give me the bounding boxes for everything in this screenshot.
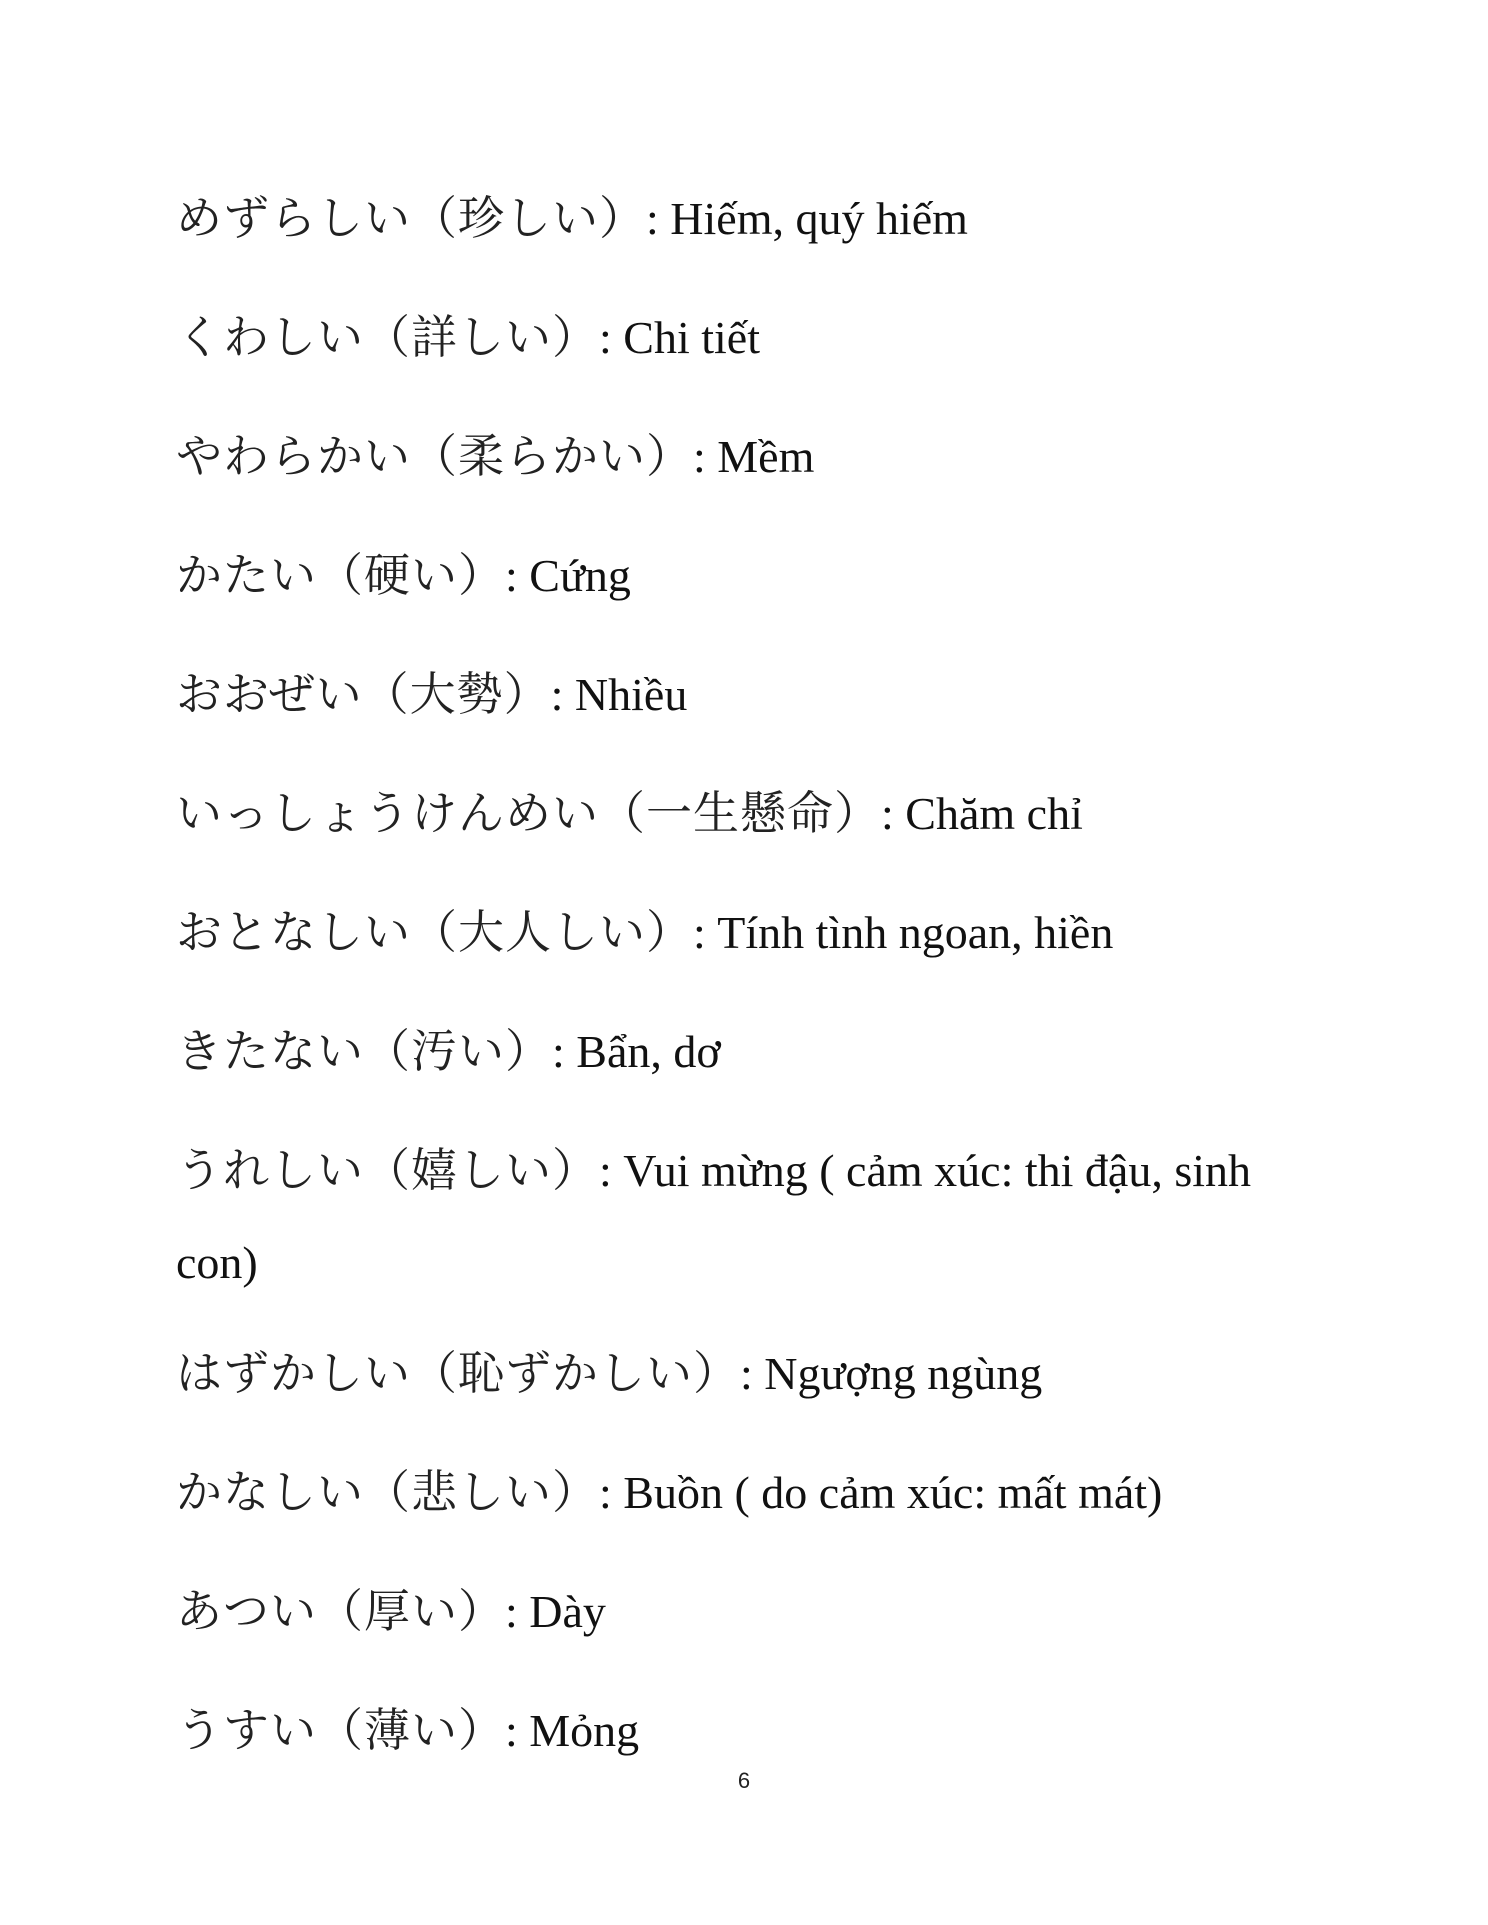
separator: : xyxy=(552,1026,565,1077)
japanese-term: きたない（汚い） xyxy=(176,1024,552,1078)
vietnamese-meaning: Ngượng ngùng xyxy=(764,1348,1043,1399)
vocabulary-entry xyxy=(176,767,1326,886)
vocabulary-entry xyxy=(176,1327,1326,1446)
vietnamese-meaning: Tính tình ngoan, hiền xyxy=(717,907,1114,958)
separator: : xyxy=(599,312,612,363)
vocabulary-entry xyxy=(176,1446,1326,1565)
separator: : xyxy=(505,1705,518,1756)
page-number: 6 xyxy=(737,1768,751,1793)
japanese-term: やわらかい（柔らかい） xyxy=(176,429,693,483)
japanese-term: おおぜい（大勢） xyxy=(176,667,551,721)
vietnamese-meaning: Nhiều xyxy=(574,669,688,720)
japanese-term: うれしい（嬉しい） xyxy=(176,1143,599,1197)
japanese-term: かたい（硬い） xyxy=(176,548,505,602)
separator: : xyxy=(881,788,894,839)
vietnamese-meaning: Bẩn, dơ xyxy=(576,1026,721,1077)
separator: : xyxy=(740,1348,753,1399)
japanese-term: はずかしい（恥ずかしい） xyxy=(176,1346,740,1400)
vocabulary-entry xyxy=(176,1565,1326,1684)
vietnamese-meaning: Buồn ( do cảm xúc: mất mát) xyxy=(623,1467,1163,1518)
vocabulary-entry xyxy=(176,648,1326,767)
separator: : xyxy=(505,1586,518,1637)
japanese-term: かなしい（悲しい） xyxy=(176,1465,599,1519)
vocabulary-entry xyxy=(176,529,1326,648)
vocabulary-entry xyxy=(176,1124,1326,1327)
vietnamese-meaning: Chăm chỉ xyxy=(905,788,1083,839)
vietnamese-meaning: Vui mừng ( cảm xúc: thi đậu, sinh con) xyxy=(176,1145,1252,1288)
japanese-term: おとなしい（大人しい） xyxy=(176,905,693,959)
vocabulary-entry xyxy=(176,172,1326,291)
separator: : xyxy=(599,1145,612,1196)
separator: : xyxy=(599,1467,612,1518)
separator: : xyxy=(693,907,706,958)
japanese-term: うすい（薄い） xyxy=(176,1703,505,1757)
separator: : xyxy=(646,193,659,244)
vocabulary-entry xyxy=(176,886,1326,1005)
vietnamese-meaning: Hiếm, quý hiếm xyxy=(670,193,968,244)
vocabulary-entry xyxy=(176,410,1326,529)
vietnamese-meaning: Chi tiết xyxy=(623,312,761,363)
vietnamese-meaning: Mềm xyxy=(717,431,815,482)
japanese-term: くわしい（詳しい） xyxy=(176,310,599,364)
separator: : xyxy=(550,669,564,720)
vocabulary-list xyxy=(176,172,1326,1803)
vietnamese-meaning: Cứng xyxy=(529,550,631,601)
vocabulary-entry xyxy=(176,1005,1326,1124)
japanese-term: めずらしい（珍しい） xyxy=(176,191,646,245)
vietnamese-meaning: Mỏng xyxy=(529,1705,640,1756)
separator: : xyxy=(693,431,706,482)
vocabulary-entry xyxy=(176,291,1326,410)
japanese-term: あつい（厚い） xyxy=(176,1584,505,1638)
japanese-term: いっしょうけんめい（一生懸命） xyxy=(176,786,881,840)
separator: : xyxy=(505,550,518,601)
vietnamese-meaning: Dày xyxy=(529,1586,606,1637)
